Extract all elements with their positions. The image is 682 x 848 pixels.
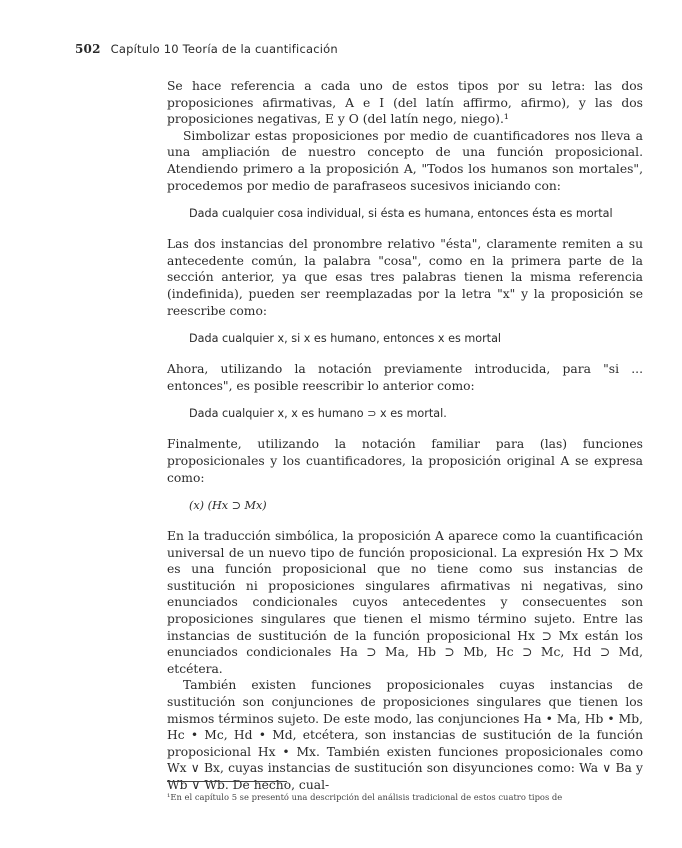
paragraph-2: Simbolizar estas proposiciones por medio de cuantificadores nos lleva a una ampliación de nuestro concepto de una función proposicional. Atendiendo primero a la proposición A, "Todos los humanos son mortales", procedemos por medio de parafraseos sucesivos iniciando con: [167,128,643,193]
main-text [167,78,643,794]
running-header [75,42,338,56]
paragraph-7: También existen funciones proposicionales cuyas instancias de sustitución son conjunciones de proposiciones singulares que tienen los mismos términos sujeto. De este modo, las conjunciones Ha • Ma, Hb • Mb, Hc • Mc, Hd • Md, etcétera, son instancias de sustitución de la función proposicional Hx • Mx. También existen funciones proposicionales como Wx ∨ Bx, cuyas instancias de sustitución son disyunciones como: Wa ∨ Ba y Wb ∨ Wb. De hecho, cual- [167,678,643,792]
paragraph-4: Ahora, utilizando la notación previamente introducida, para "si ... entonces", es posible reescribir lo anterior como: [167,362,643,393]
paragraph-5: Finalmente, utilizando la notación familiar para (las) funciones proposicionales y los cuantificadores, la proposición original A se expresa como: [167,437,643,485]
example-2: Dada cualquier x, si x es humano, entonces x es mortal [189,332,502,346]
page-number: 502 [75,42,101,56]
example-4-formula: (x) (Hx ⊃ Mx) [189,499,267,513]
paragraph-3: Las dos instancias del pronombre relativo "ésta", claramente remiten a su antecedente común, la palabra "cosa", como en la primera parte de la sección anterior, ya que esas tres palabras tienen la misma referencia (indefinida), pueden ser reemplazadas por la letra "x" y la proposición se reescribe como: [167,237,643,318]
example-3: Dada cualquier x, x es humano ⊃ x es mortal. [189,407,447,421]
example-1: Dada cualquier cosa individual, si ésta es humana, entonces ésta es mortal [189,207,613,221]
footnote-rule [167,781,287,782]
footnote: ¹En el capítulo 5 se presentó una descripción del análisis tradicional de estos cuatro tipos de [167,792,563,802]
paragraph-6: En la traducción simbólica, la proposición A aparece como la cuantificación universal de un nuevo tipo de función proposicional. La expresión Hx ⊃ Mx es una función proposicional que no tiene como sus instancias de sustitución ni proposiciones singulares afirmativas ni negativas, sino enunciados condicionales cuyos antecedentes y consecuentes son proposiciones singulares que tienen el mismo término sujeto. Entre las instancias de sustitución de la función proposicional Hx ⊃ Mx están los enunciados condicionales Ha ⊃ Ma, Hb ⊃ Mb, Hc ⊃ Mc, Hd ⊃ Md, etcétera. [167,529,643,676]
chapter-title: Capítulo 10 Teoría de la cuantificación [110,42,338,56]
paragraph-1: Se hace referencia a cada uno de estos tipos por su letra: las dos proposiciones afirmativas, A e I (del latín affirmo, afirmo), y las dos proposiciones negativas, E y O (del latín nego, niego).¹ [167,79,643,127]
